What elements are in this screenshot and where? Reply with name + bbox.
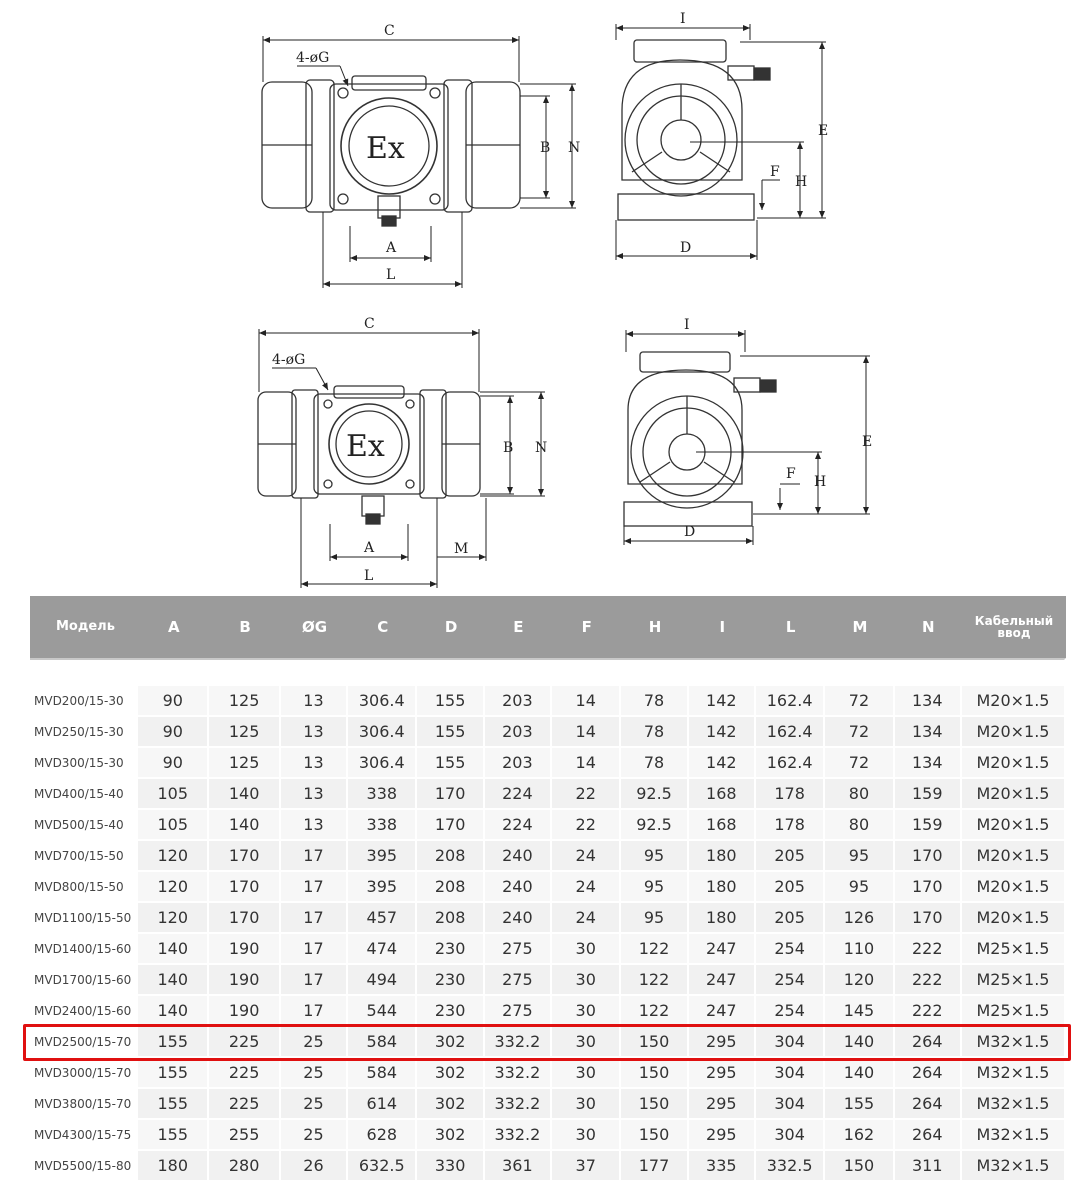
dim-g-2: 4-øG (272, 352, 306, 368)
value-cell: 295 (689, 1120, 756, 1151)
value-cell: 24 (552, 872, 621, 903)
value-cell: 395 (348, 841, 417, 872)
dim-i-1: I (680, 11, 686, 27)
model-cell: MVD250/15-30 (30, 717, 138, 748)
value-cell: 14 (552, 748, 621, 779)
value-cell: 170 (417, 810, 484, 841)
dim-l-2: L (364, 568, 374, 584)
value-cell: 120 (138, 872, 209, 903)
value-cell: 306.4 (348, 686, 417, 717)
value-cell: 72 (825, 686, 894, 717)
value-cell: 190 (209, 996, 280, 1027)
value-cell: 30 (552, 1027, 621, 1058)
drawing-side-view-1 (618, 40, 770, 220)
table-body (30, 658, 1066, 1182)
value-cell: 395 (348, 872, 417, 903)
table-row (30, 903, 1066, 934)
value-cell: 225 (209, 1058, 280, 1089)
value-cell: 208 (417, 841, 484, 872)
dim-c-2: C (364, 316, 375, 332)
dim-c-1: C (384, 23, 395, 39)
value-cell: 170 (895, 903, 962, 934)
table-row (30, 810, 1066, 841)
table-row (30, 996, 1066, 1027)
value-cell: 155 (417, 686, 484, 717)
value-cell: 614 (348, 1089, 417, 1120)
value-cell: M25×1.5 (962, 965, 1066, 996)
value-cell: 280 (209, 1151, 280, 1182)
value-cell: 222 (895, 934, 962, 965)
value-cell: 92.5 (621, 779, 688, 810)
value-cell: 474 (348, 934, 417, 965)
value-cell: 457 (348, 903, 417, 934)
value-cell: 332.2 (485, 1120, 552, 1151)
value-cell: 122 (621, 934, 688, 965)
value-cell: 170 (417, 779, 484, 810)
value-cell: 208 (417, 872, 484, 903)
value-cell: 178 (756, 810, 825, 841)
value-cell: 494 (348, 965, 417, 996)
value-cell: 361 (485, 1151, 552, 1182)
column-header: D (417, 596, 484, 658)
value-cell: 338 (348, 810, 417, 841)
value-cell: 335 (689, 1151, 756, 1182)
value-cell: M32×1.5 (962, 1089, 1066, 1120)
value-cell: 150 (621, 1058, 688, 1089)
dim-g-1: 4-øG (296, 50, 330, 66)
column-header: L (756, 596, 825, 658)
value-cell: 78 (621, 748, 688, 779)
table-row (30, 748, 1066, 779)
dim-f-2: F (786, 466, 796, 482)
value-cell: 240 (485, 872, 552, 903)
value-cell: 304 (756, 1058, 825, 1089)
dim-b-1: B (540, 140, 551, 156)
value-cell: 168 (689, 779, 756, 810)
value-cell: 155 (417, 748, 484, 779)
value-cell: 150 (621, 1120, 688, 1151)
value-cell: 13 (281, 779, 348, 810)
table-row (30, 965, 1066, 996)
value-cell: 230 (417, 996, 484, 1027)
dim-e-1: E (818, 123, 829, 139)
value-cell: 311 (895, 1151, 962, 1182)
column-header: M (825, 596, 894, 658)
value-cell: 105 (138, 810, 209, 841)
value-cell: 247 (689, 996, 756, 1027)
value-cell: M32×1.5 (962, 1120, 1066, 1151)
value-cell: 95 (621, 872, 688, 903)
value-cell: M32×1.5 (962, 1027, 1066, 1058)
dim-h-2: H (814, 474, 827, 490)
value-cell: M25×1.5 (962, 934, 1066, 965)
value-cell: 78 (621, 717, 688, 748)
value-cell: 254 (756, 965, 825, 996)
value-cell: 170 (895, 872, 962, 903)
model-cell: MVD700/15-50 (30, 841, 138, 872)
table-header-row (30, 596, 1066, 658)
value-cell: 264 (895, 1120, 962, 1151)
column-header: B (209, 596, 280, 658)
value-cell: 306.4 (348, 717, 417, 748)
value-cell: 302 (417, 1089, 484, 1120)
column-header: ØG (281, 596, 348, 658)
value-cell: 25 (281, 1120, 348, 1151)
dim-n-2: N (535, 440, 548, 456)
value-cell: 632.5 (348, 1151, 417, 1182)
value-cell: 240 (485, 841, 552, 872)
value-cell: 264 (895, 1089, 962, 1120)
model-cell: MVD300/15-30 (30, 748, 138, 779)
header-gap (30, 658, 1066, 686)
value-cell: 90 (138, 748, 209, 779)
value-cell: 125 (209, 686, 280, 717)
value-cell: 275 (485, 934, 552, 965)
value-cell: 150 (621, 1089, 688, 1120)
value-cell: 134 (895, 748, 962, 779)
value-cell: 584 (348, 1027, 417, 1058)
column-header: E (485, 596, 552, 658)
dim-a-2: A (364, 540, 375, 556)
value-cell: 177 (621, 1151, 688, 1182)
value-cell: 140 (825, 1058, 894, 1089)
value-cell: 162.4 (756, 717, 825, 748)
value-cell: 332.2 (485, 1027, 552, 1058)
value-cell: 222 (895, 996, 962, 1027)
value-cell: 155 (138, 1058, 209, 1089)
value-cell: 162 (825, 1120, 894, 1151)
value-cell: 140 (138, 965, 209, 996)
value-cell: 95 (825, 872, 894, 903)
value-cell: 332.2 (485, 1058, 552, 1089)
value-cell: 142 (689, 717, 756, 748)
value-cell: 155 (825, 1089, 894, 1120)
value-cell: 224 (485, 779, 552, 810)
table-row (30, 686, 1066, 717)
table-row (30, 717, 1066, 748)
value-cell: 203 (485, 748, 552, 779)
value-cell: 224 (485, 810, 552, 841)
value-cell: 230 (417, 934, 484, 965)
value-cell: 304 (756, 1027, 825, 1058)
value-cell: 205 (756, 841, 825, 872)
value-cell: 275 (485, 996, 552, 1027)
value-cell: 120 (138, 841, 209, 872)
value-cell: 225 (209, 1089, 280, 1120)
value-cell: M32×1.5 (962, 1151, 1066, 1182)
dim-a-1: A (386, 240, 397, 256)
dim-i-2: I (684, 317, 690, 333)
value-cell: 240 (485, 903, 552, 934)
value-cell: 230 (417, 965, 484, 996)
dim-e-2: E (862, 434, 873, 450)
model-cell: MVD2500/15-70 (30, 1027, 138, 1058)
value-cell: 30 (552, 1089, 621, 1120)
dim-h-1: H (795, 174, 808, 190)
model-cell: MVD1100/15-50 (30, 903, 138, 934)
value-cell: 26 (281, 1151, 348, 1182)
value-cell: 30 (552, 1058, 621, 1089)
value-cell: 150 (621, 1027, 688, 1058)
value-cell: 275 (485, 965, 552, 996)
value-cell: 140 (825, 1027, 894, 1058)
column-header: Модель (30, 596, 138, 658)
model-cell: MVD4300/15-75 (30, 1120, 138, 1151)
value-cell: 140 (138, 934, 209, 965)
value-cell: M20×1.5 (962, 810, 1066, 841)
drawing-side-view-2 (624, 352, 776, 526)
value-cell: 247 (689, 965, 756, 996)
value-cell: M20×1.5 (962, 841, 1066, 872)
value-cell: 338 (348, 779, 417, 810)
column-header: C (348, 596, 417, 658)
value-cell: 295 (689, 1058, 756, 1089)
value-cell: 180 (689, 903, 756, 934)
value-cell: 140 (138, 996, 209, 1027)
value-cell: 159 (895, 810, 962, 841)
value-cell: 190 (209, 965, 280, 996)
value-cell: 306.4 (348, 748, 417, 779)
value-cell: M20×1.5 (962, 686, 1066, 717)
value-cell: 125 (209, 748, 280, 779)
value-cell: 14 (552, 686, 621, 717)
model-cell: MVD200/15-30 (30, 686, 138, 717)
value-cell: M20×1.5 (962, 903, 1066, 934)
dim-d-1: D (680, 240, 692, 256)
value-cell: 22 (552, 810, 621, 841)
value-cell: 24 (552, 841, 621, 872)
value-cell: 155 (138, 1089, 209, 1120)
value-cell: 203 (485, 717, 552, 748)
model-cell: MVD800/15-50 (30, 872, 138, 903)
dim-l-1: L (386, 267, 396, 283)
value-cell: 105 (138, 779, 209, 810)
value-cell: 122 (621, 996, 688, 1027)
model-cell: MVD2400/15-60 (30, 996, 138, 1027)
value-cell: 180 (138, 1151, 209, 1182)
value-cell: 17 (281, 934, 348, 965)
value-cell: 17 (281, 965, 348, 996)
value-cell: 125 (209, 717, 280, 748)
value-cell: 92.5 (621, 810, 688, 841)
value-cell: 254 (756, 996, 825, 1027)
dim-b-2: B (503, 440, 514, 456)
value-cell: M32×1.5 (962, 1058, 1066, 1089)
column-header: N (895, 596, 962, 658)
value-cell: 584 (348, 1058, 417, 1089)
value-cell: M20×1.5 (962, 717, 1066, 748)
value-cell: 120 (825, 965, 894, 996)
value-cell: M20×1.5 (962, 779, 1066, 810)
value-cell: 30 (552, 1120, 621, 1151)
value-cell: 95 (621, 841, 688, 872)
model-cell: MVD1400/15-60 (30, 934, 138, 965)
value-cell: 178 (756, 779, 825, 810)
value-cell: 13 (281, 810, 348, 841)
value-cell: M25×1.5 (962, 996, 1066, 1027)
value-cell: 170 (209, 841, 280, 872)
model-cell: MVD5500/15-80 (30, 1151, 138, 1182)
value-cell: 302 (417, 1058, 484, 1089)
column-header: A (138, 596, 209, 658)
column-header: I (689, 596, 756, 658)
value-cell: 142 (689, 686, 756, 717)
table-row (30, 779, 1066, 810)
ex-mark-1: Ex (366, 131, 405, 166)
model-cell: MVD3800/15-70 (30, 1089, 138, 1120)
value-cell: 304 (756, 1089, 825, 1120)
value-cell: 30 (552, 934, 621, 965)
value-cell: 205 (756, 903, 825, 934)
value-cell: 544 (348, 996, 417, 1027)
spec-table (30, 596, 1066, 1182)
value-cell: 170 (895, 841, 962, 872)
value-cell: 155 (138, 1120, 209, 1151)
value-cell: 628 (348, 1120, 417, 1151)
value-cell: 162.4 (756, 748, 825, 779)
value-cell: 95 (825, 841, 894, 872)
value-cell: 159 (895, 779, 962, 810)
model-cell: MVD500/15-40 (30, 810, 138, 841)
ex-mark-2: Ex (346, 429, 385, 464)
value-cell: 295 (689, 1027, 756, 1058)
value-cell: 150 (825, 1151, 894, 1182)
value-cell: 222 (895, 965, 962, 996)
value-cell: 90 (138, 717, 209, 748)
value-cell: 205 (756, 872, 825, 903)
value-cell: 14 (552, 717, 621, 748)
spec-table-container (30, 596, 1066, 1182)
value-cell: 332.2 (485, 1089, 552, 1120)
value-cell: 126 (825, 903, 894, 934)
value-cell: 30 (552, 965, 621, 996)
value-cell: 208 (417, 903, 484, 934)
table-row (30, 1120, 1066, 1151)
value-cell: 142 (689, 748, 756, 779)
value-cell: 24 (552, 903, 621, 934)
model-cell: MVD1700/15-60 (30, 965, 138, 996)
value-cell: 264 (895, 1027, 962, 1058)
value-cell: 145 (825, 996, 894, 1027)
dim-m-2: M (454, 541, 469, 557)
value-cell: 264 (895, 1058, 962, 1089)
table-row (30, 1151, 1066, 1182)
value-cell: 17 (281, 996, 348, 1027)
value-cell: 332.5 (756, 1151, 825, 1182)
value-cell: 80 (825, 779, 894, 810)
value-cell: M20×1.5 (962, 872, 1066, 903)
dim-d-2: D (684, 524, 696, 540)
value-cell: 162.4 (756, 686, 825, 717)
value-cell: 72 (825, 748, 894, 779)
table-row (30, 841, 1066, 872)
value-cell: 17 (281, 841, 348, 872)
value-cell: 22 (552, 779, 621, 810)
value-cell: 17 (281, 903, 348, 934)
value-cell: 134 (895, 717, 962, 748)
model-cell: MVD400/15-40 (30, 779, 138, 810)
value-cell: 155 (417, 717, 484, 748)
value-cell: 255 (209, 1120, 280, 1151)
table-row (30, 1058, 1066, 1089)
value-cell: 302 (417, 1120, 484, 1151)
value-cell: 180 (689, 872, 756, 903)
value-cell: 25 (281, 1089, 348, 1120)
value-cell: 170 (209, 903, 280, 934)
column-header: H (621, 596, 688, 658)
table-row (30, 1027, 1066, 1058)
value-cell: 72 (825, 717, 894, 748)
value-cell: 120 (138, 903, 209, 934)
value-cell: 304 (756, 1120, 825, 1151)
value-cell: 295 (689, 1089, 756, 1120)
value-cell: M20×1.5 (962, 748, 1066, 779)
value-cell: 95 (621, 903, 688, 934)
value-cell: 225 (209, 1027, 280, 1058)
model-cell: MVD3000/15-70 (30, 1058, 138, 1089)
value-cell: 78 (621, 686, 688, 717)
value-cell: 140 (209, 779, 280, 810)
table-row (30, 1089, 1066, 1120)
column-header: F (552, 596, 621, 658)
value-cell: 247 (689, 934, 756, 965)
value-cell: 203 (485, 686, 552, 717)
dim-f-1: F (770, 164, 780, 180)
value-cell: 168 (689, 810, 756, 841)
value-cell: 190 (209, 934, 280, 965)
value-cell: 13 (281, 717, 348, 748)
value-cell: 80 (825, 810, 894, 841)
value-cell: 13 (281, 748, 348, 779)
value-cell: 134 (895, 686, 962, 717)
table-row (30, 872, 1066, 903)
value-cell: 13 (281, 686, 348, 717)
value-cell: 254 (756, 934, 825, 965)
value-cell: 180 (689, 841, 756, 872)
value-cell: 330 (417, 1151, 484, 1182)
value-cell: 17 (281, 872, 348, 903)
value-cell: 302 (417, 1027, 484, 1058)
value-cell: 30 (552, 996, 621, 1027)
table-row (30, 934, 1066, 965)
value-cell: 122 (621, 965, 688, 996)
value-cell: 140 (209, 810, 280, 841)
value-cell: 25 (281, 1058, 348, 1089)
value-cell: 90 (138, 686, 209, 717)
column-header: Кабельный ввод (962, 596, 1066, 658)
value-cell: 155 (138, 1027, 209, 1058)
dim-n-1: N (568, 140, 581, 156)
value-cell: 37 (552, 1151, 621, 1182)
value-cell: 170 (209, 872, 280, 903)
value-cell: 110 (825, 934, 894, 965)
value-cell: 25 (281, 1027, 348, 1058)
